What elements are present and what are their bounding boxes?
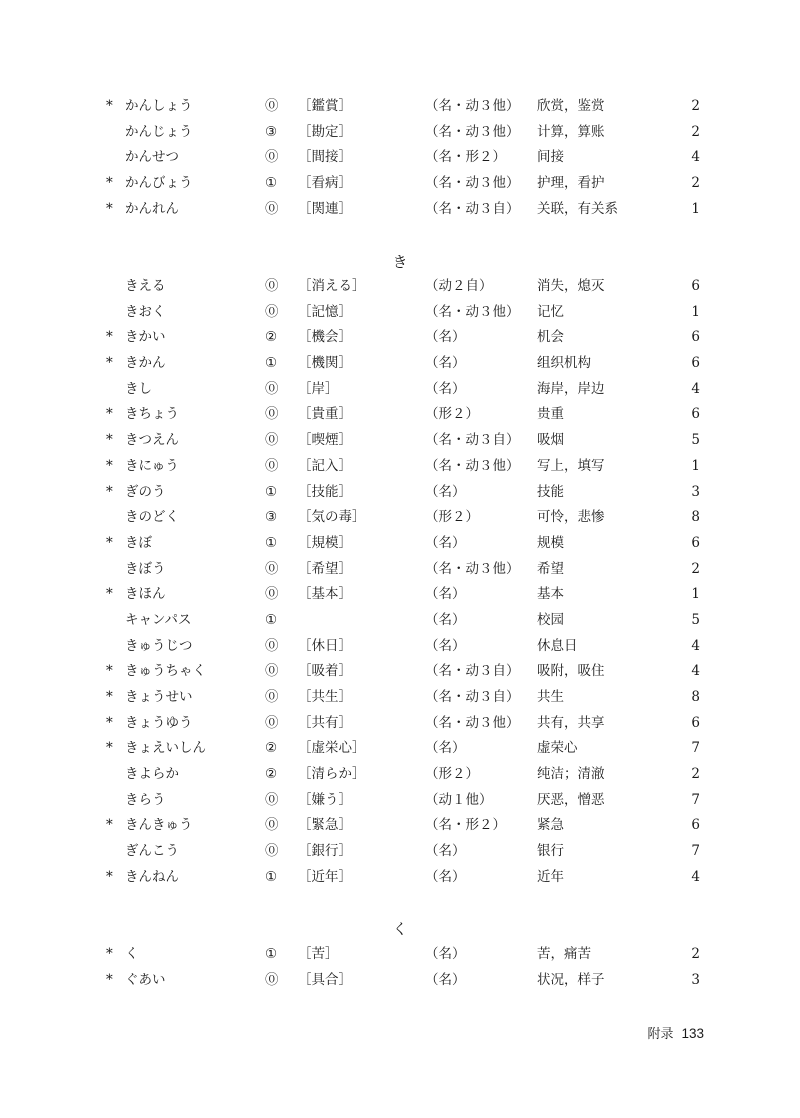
vocab-part-of-speech: （名・动３他） — [425, 303, 520, 320]
vocab-star-mark: * — [106, 946, 113, 962]
vocab-part-of-speech: （名・动３自） — [425, 200, 520, 217]
vocab-lesson-number: 4 — [691, 637, 700, 654]
vocab-lesson-number: 7 — [691, 843, 700, 860]
vocab-meaning: 基本 — [537, 586, 564, 603]
vocab-reading: かんじょう — [125, 123, 193, 140]
vocab-reading: かんれん — [125, 200, 179, 217]
vocab-part-of-speech: （名） — [425, 946, 466, 962]
section-heading-ku: く — [392, 920, 408, 938]
vocab-meaning: 共生 — [537, 689, 564, 705]
vocab-lesson-number: 6 — [691, 329, 700, 346]
vocab-meaning: 欣赏，鉴赏 — [537, 98, 605, 114]
vocab-accent: ⓪ — [265, 432, 279, 449]
vocab-reading: きんきゅう — [125, 817, 193, 834]
vocab-accent: ⓪ — [265, 689, 279, 705]
vocab-section-ka-continued — [0, 94, 800, 222]
vocab-reading: きかん — [125, 355, 166, 372]
vocab-meaning: 记忆 — [537, 303, 564, 320]
vocab-star-mark: * — [106, 457, 113, 474]
vocab-star-mark: * — [106, 432, 113, 449]
vocab-kanji: ［虚栄心］ — [298, 740, 366, 757]
vocab-lesson-number: 3 — [691, 483, 700, 500]
vocab-accent: ⓪ — [265, 714, 279, 731]
vocab-kanji: ［清らか］ — [298, 766, 366, 783]
vocab-reading: キャンパス — [125, 611, 192, 628]
vocab-meaning: 校园 — [537, 611, 564, 628]
vocab-meaning: 厌恶，憎恶 — [537, 791, 605, 808]
page-number: 133 — [681, 1026, 704, 1041]
vocab-lesson-number: 2 — [691, 766, 700, 783]
vocab-meaning: 技能 — [537, 483, 564, 500]
vocab-row — [0, 531, 800, 557]
vocab-accent: ① — [265, 175, 278, 192]
vocab-section-ki — [0, 274, 800, 891]
vocab-meaning: 计算，算账 — [537, 123, 605, 140]
vocab-row — [0, 402, 800, 428]
vocab-star-mark: * — [106, 689, 113, 705]
vocab-row — [0, 428, 800, 454]
vocab-lesson-number: 2 — [691, 98, 700, 114]
vocab-row — [0, 171, 800, 197]
vocab-row — [0, 659, 800, 685]
vocab-part-of-speech: （名） — [425, 380, 466, 397]
vocab-row — [0, 839, 800, 865]
vocab-star-mark: * — [106, 355, 113, 372]
vocab-meaning: 状况，样子 — [537, 971, 605, 988]
vocab-lesson-number: 4 — [691, 149, 700, 166]
vocab-meaning: 贵重 — [537, 406, 564, 423]
vocab-part-of-speech: （名・动３他） — [425, 98, 520, 114]
vocab-meaning: 银行 — [537, 843, 564, 860]
vocab-lesson-number: 2 — [691, 946, 700, 962]
vocab-row — [0, 685, 800, 711]
vocab-reading: きょうせい — [125, 689, 193, 705]
vocab-reading: きちょう — [125, 406, 179, 423]
vocab-row — [0, 608, 800, 634]
vocab-row — [0, 454, 800, 480]
vocab-accent: ② — [265, 329, 278, 346]
vocab-lesson-number: 6 — [691, 817, 700, 834]
vocab-reading: きよらか — [125, 766, 179, 783]
vocab-accent: ③ — [265, 509, 278, 526]
vocab-accent: ⓪ — [265, 303, 279, 320]
vocab-reading: きし — [125, 380, 152, 397]
vocab-part-of-speech: （名・动３他） — [425, 457, 520, 474]
vocab-accent: ② — [265, 766, 278, 783]
vocab-kanji: ［間接］ — [298, 149, 352, 166]
vocab-lesson-number: 4 — [691, 380, 700, 397]
vocab-part-of-speech: （名・动３自） — [425, 689, 520, 705]
vocab-kanji: ［岸］ — [298, 380, 339, 397]
vocab-kanji: ［看病］ — [298, 175, 352, 192]
vocab-meaning: 可怜，悲惨 — [537, 509, 605, 526]
vocab-part-of-speech: （名・形２） — [425, 817, 506, 834]
vocab-accent: ⓪ — [265, 971, 279, 988]
vocab-meaning: 机会 — [537, 329, 564, 346]
vocab-star-mark: * — [106, 200, 113, 217]
vocab-row — [0, 325, 800, 351]
vocab-part-of-speech: （名） — [425, 586, 466, 603]
vocab-accent: ① — [265, 483, 278, 500]
vocab-star-mark: * — [106, 98, 113, 114]
vocab-part-of-speech: （名） — [425, 329, 466, 346]
vocab-row — [0, 505, 800, 531]
vocab-part-of-speech: （形２） — [425, 509, 479, 526]
vocab-lesson-number: 1 — [691, 200, 700, 217]
vocab-lesson-number: 6 — [691, 534, 700, 551]
vocab-reading: きかい — [125, 329, 166, 346]
vocab-meaning: 规模 — [537, 534, 564, 551]
vocab-lesson-number: 5 — [691, 611, 700, 628]
vocab-meaning: 消失，熄灭 — [537, 278, 605, 294]
vocab-lesson-number: 7 — [691, 791, 700, 808]
vocab-meaning: 虚荣心 — [537, 740, 578, 757]
vocab-accent: ③ — [265, 123, 278, 140]
vocab-star-mark: * — [106, 406, 113, 423]
vocab-row — [0, 736, 800, 762]
vocab-row — [0, 351, 800, 377]
vocab-part-of-speech: （名） — [425, 355, 466, 372]
vocab-row — [0, 968, 800, 994]
vocab-kanji: ［勘定］ — [298, 123, 352, 140]
vocab-meaning: 写上，填写 — [537, 457, 605, 474]
vocab-part-of-speech: （名・动３他） — [425, 714, 520, 731]
vocab-part-of-speech: （名） — [425, 740, 466, 757]
vocab-kanji: ［希望］ — [298, 560, 352, 577]
vocab-row — [0, 865, 800, 891]
vocab-part-of-speech: （名・动３他） — [425, 123, 520, 140]
vocab-star-mark: * — [106, 663, 113, 680]
vocab-accent: ⓪ — [265, 98, 279, 114]
vocab-meaning: 紧急 — [537, 817, 564, 834]
vocab-accent: ② — [265, 740, 278, 757]
vocab-reading: きょえいしん — [125, 740, 206, 757]
vocab-accent: ⓪ — [265, 278, 279, 294]
vocab-row — [0, 300, 800, 326]
vocab-lesson-number: 3 — [691, 971, 700, 988]
vocab-kanji: ［気の毒］ — [298, 509, 366, 526]
vocab-row — [0, 557, 800, 583]
vocab-kanji: ［規模］ — [298, 534, 352, 551]
vocab-reading: きのどく — [125, 509, 179, 526]
vocab-accent: ① — [265, 534, 278, 551]
vocab-reading: きゅうじつ — [125, 637, 193, 654]
vocab-reading: きぼう — [125, 560, 166, 577]
vocab-lesson-number: 4 — [691, 868, 700, 885]
vocab-reading: きらう — [125, 791, 166, 808]
vocab-part-of-speech: （名・动３自） — [425, 663, 520, 680]
vocab-kanji: ［消える］ — [298, 278, 366, 294]
vocab-lesson-number: 1 — [691, 457, 700, 474]
vocab-lesson-number: 6 — [691, 714, 700, 731]
vocab-kanji: ［休日］ — [298, 637, 352, 654]
vocab-kanji: ［嫌う］ — [298, 791, 352, 808]
vocab-reading: きえる — [125, 278, 166, 294]
vocab-reading: きおく — [125, 303, 166, 320]
vocab-part-of-speech: （形２） — [425, 406, 479, 423]
vocab-reading: ぎんこう — [125, 843, 179, 860]
vocab-row — [0, 480, 800, 506]
vocab-part-of-speech: （名） — [425, 637, 466, 654]
vocab-reading: きぼ — [125, 534, 152, 551]
vocab-part-of-speech: （形２） — [425, 766, 479, 783]
vocab-reading: きつえん — [125, 432, 179, 449]
vocab-row — [0, 94, 800, 120]
vocab-reading: きんねん — [125, 868, 179, 885]
vocab-meaning: 休息日 — [537, 637, 578, 654]
vocab-kanji: ［鑑賞］ — [298, 98, 352, 114]
vocab-kanji: ［具合］ — [298, 971, 352, 988]
vocab-row — [0, 942, 800, 968]
vocab-meaning: 关联，有关系 — [537, 200, 618, 217]
vocab-accent: ⓪ — [265, 380, 279, 397]
vocab-lesson-number: 7 — [691, 740, 700, 757]
vocab-part-of-speech: （名） — [425, 483, 466, 500]
vocab-kanji: ［共生］ — [298, 689, 352, 705]
vocab-part-of-speech: （名・动３自） — [425, 432, 520, 449]
vocab-accent: ⓪ — [265, 843, 279, 860]
vocab-row — [0, 145, 800, 171]
vocab-meaning: 纯洁；清澈 — [537, 766, 605, 783]
vocab-part-of-speech: （名） — [425, 843, 466, 860]
vocab-kanji: ［技能］ — [298, 483, 352, 500]
vocab-kanji: ［吸着］ — [298, 663, 352, 680]
vocab-reading: かんせつ — [125, 149, 179, 166]
vocab-accent: ⓪ — [265, 663, 279, 680]
vocab-accent: ① — [265, 946, 278, 962]
vocab-star-mark: * — [106, 817, 113, 834]
vocab-part-of-speech: （名・动３他） — [425, 560, 520, 577]
vocab-reading: かんしょう — [125, 98, 193, 114]
vocab-meaning: 护理，看护 — [537, 175, 605, 192]
vocab-meaning: 间接 — [537, 149, 564, 166]
vocab-reading: かんびょう — [125, 175, 193, 192]
vocab-star-mark: * — [106, 329, 113, 346]
vocab-lesson-number: 1 — [691, 303, 700, 320]
vocab-meaning: 希望 — [537, 560, 564, 577]
vocab-row — [0, 120, 800, 146]
vocab-row — [0, 711, 800, 737]
vocab-accent: ① — [265, 355, 278, 372]
vocab-meaning: 近年 — [537, 868, 564, 885]
vocab-accent: ⓪ — [265, 586, 279, 603]
vocab-kanji: ［貴重］ — [298, 406, 352, 423]
vocab-kanji: ［機会］ — [298, 329, 352, 346]
vocab-part-of-speech: （动１他） — [425, 791, 493, 808]
vocab-lesson-number: 6 — [691, 355, 700, 372]
vocab-part-of-speech: （名） — [425, 971, 466, 988]
vocab-kanji: ［記入］ — [298, 457, 352, 474]
vocab-kanji: ［共有］ — [298, 714, 352, 731]
vocab-star-mark: * — [106, 534, 113, 551]
vocab-lesson-number: 2 — [691, 123, 700, 140]
vocab-kanji: ［近年］ — [298, 868, 352, 885]
vocab-row — [0, 813, 800, 839]
vocab-row — [0, 197, 800, 223]
vocab-part-of-speech: （名・形２） — [425, 149, 506, 166]
vocab-star-mark: * — [106, 714, 113, 731]
vocab-meaning: 共有，共享 — [537, 714, 605, 731]
vocab-lesson-number: 6 — [691, 406, 700, 423]
vocab-lesson-number: 4 — [691, 663, 700, 680]
vocab-row — [0, 762, 800, 788]
vocab-row — [0, 582, 800, 608]
vocab-lesson-number: 2 — [691, 175, 700, 192]
vocab-part-of-speech: （名） — [425, 534, 466, 551]
vocab-reading: ぐあい — [125, 971, 166, 988]
vocab-meaning: 苦，痛苦 — [537, 946, 591, 962]
vocab-lesson-number: 1 — [691, 586, 700, 603]
vocab-star-mark: * — [106, 868, 113, 885]
vocab-section-ku — [0, 942, 800, 993]
vocab-reading: ぎのう — [125, 483, 166, 500]
vocab-accent: ⓪ — [265, 457, 279, 474]
vocab-meaning: 海岸，岸边 — [537, 380, 605, 397]
vocab-kanji: ［記憶］ — [298, 303, 352, 320]
vocab-row — [0, 274, 800, 300]
footer-label: 附录 — [647, 1027, 674, 1042]
vocab-star-mark: * — [106, 175, 113, 192]
vocab-kanji: ［苦］ — [298, 946, 339, 962]
vocab-kanji: ［喫煙］ — [298, 432, 352, 449]
vocab-part-of-speech: （名） — [425, 611, 466, 628]
vocab-lesson-number: 8 — [691, 509, 700, 526]
vocab-row — [0, 377, 800, 403]
page-footer — [600, 1023, 704, 1042]
vocab-star-mark: * — [106, 740, 113, 757]
vocab-reading: きにゅう — [125, 457, 179, 474]
vocab-accent: ① — [265, 611, 278, 628]
vocab-kanji: ［緊急］ — [298, 817, 352, 834]
vocab-part-of-speech: （名・动３他） — [425, 175, 520, 192]
vocab-part-of-speech: （动２自） — [425, 278, 493, 294]
vocab-accent: ⓪ — [265, 637, 279, 654]
vocab-reading: く — [125, 946, 139, 962]
vocab-accent: ⓪ — [265, 200, 279, 217]
vocab-part-of-speech: （名） — [425, 868, 466, 885]
vocab-accent: ① — [265, 868, 278, 885]
vocab-reading: きほん — [125, 586, 166, 603]
section-heading-ki: き — [392, 253, 408, 271]
vocab-kanji: ［機関］ — [298, 355, 352, 372]
vocab-accent: ⓪ — [265, 149, 279, 166]
vocab-meaning: 组织机构 — [537, 355, 591, 372]
vocab-star-mark: * — [106, 586, 113, 603]
vocab-kanji: ［関連］ — [298, 200, 352, 217]
vocab-accent: ⓪ — [265, 817, 279, 834]
vocab-accent: ⓪ — [265, 560, 279, 577]
vocab-reading: きょうゆう — [125, 714, 193, 731]
vocab-accent: ⓪ — [265, 406, 279, 423]
vocab-star-mark: * — [106, 971, 113, 988]
vocab-lesson-number: 2 — [691, 560, 700, 577]
vocab-meaning: 吸附，吸住 — [537, 663, 605, 680]
vocab-accent: ⓪ — [265, 791, 279, 808]
vocab-reading: きゅうちゃく — [125, 663, 206, 680]
vocab-lesson-number: 6 — [691, 278, 700, 294]
vocab-kanji: ［銀行］ — [298, 843, 352, 860]
vocab-lesson-number: 8 — [691, 689, 700, 705]
vocab-row — [0, 788, 800, 814]
vocab-row — [0, 634, 800, 660]
vocab-meaning: 吸烟 — [537, 432, 564, 449]
vocab-star-mark: * — [106, 483, 113, 500]
vocab-kanji: ［基本］ — [298, 586, 352, 603]
vocab-lesson-number: 5 — [691, 432, 700, 449]
